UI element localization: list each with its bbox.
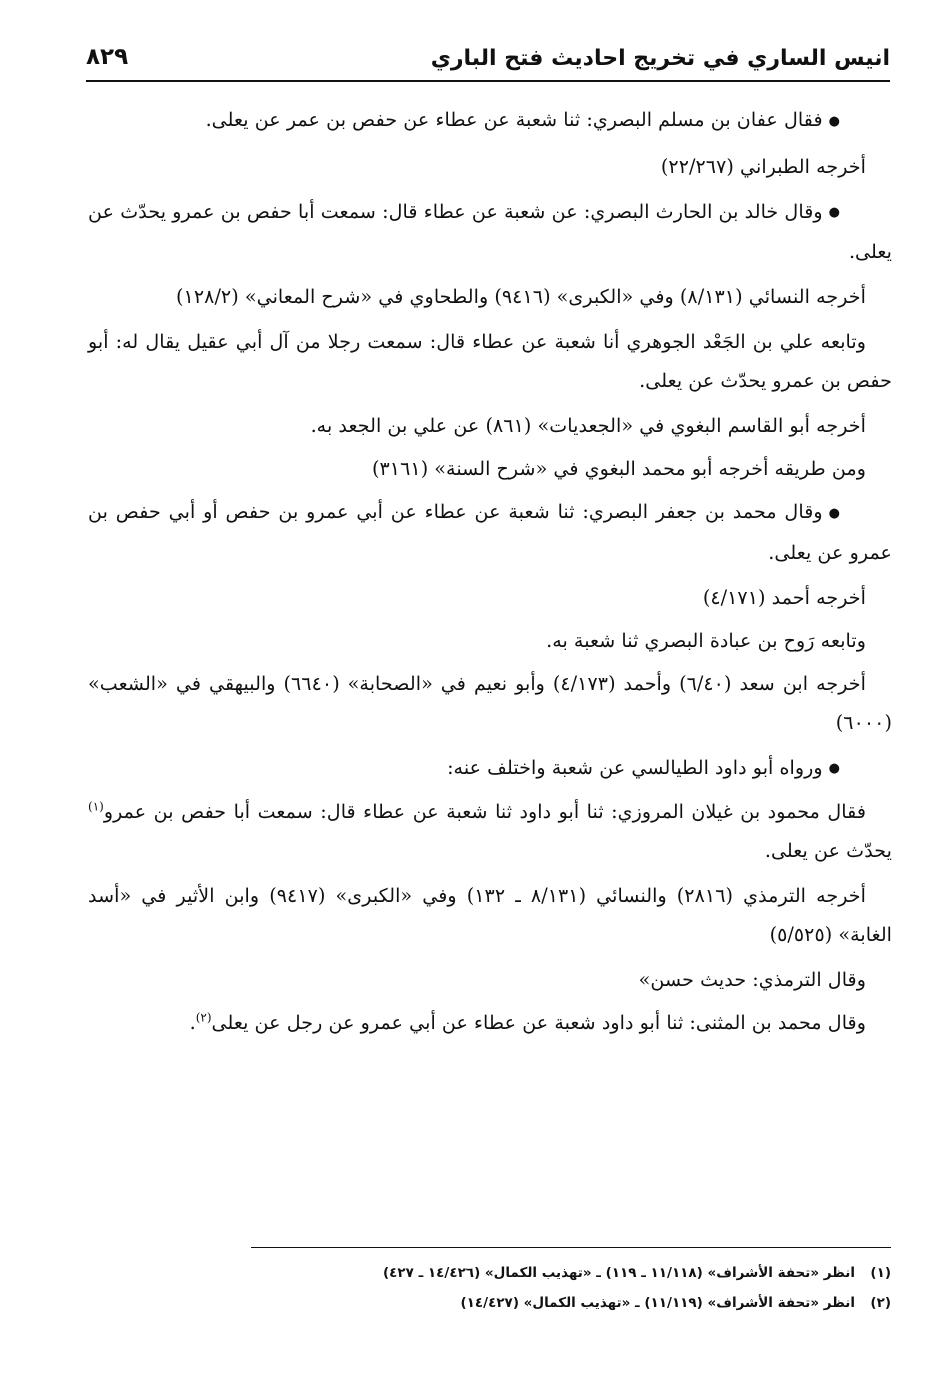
footnotes <box>90 1258 891 1318</box>
paragraph-15 <box>88 960 892 999</box>
footnote-divider <box>251 1247 891 1248</box>
paragraph-text: وقال محمد بن جعفر البصري: ثنا شعبة عن عطاء عن أبي عمرو بن حفص أو أبي حفص بن عمرو عن يعلى. <box>88 500 892 564</box>
paragraph-3 <box>88 192 892 272</box>
page-number: ٨٢٩ <box>86 44 129 70</box>
paragraph-11 <box>88 664 892 742</box>
paragraph-text: أخرجه النسائي (٨/١٣١) وفي «الكبرى» (٩٤١٦) والطحاوي في «شرح المعاني» (١٢٨/٢) <box>176 285 866 308</box>
paragraph-9 <box>88 578 892 617</box>
paragraph-12 <box>88 748 892 789</box>
paragraph-text: ومن طريقه أخرجه أبو محمد البغوي في «شرح السنة» (٣١٦١) <box>371 457 866 480</box>
paragraph-10 <box>88 621 892 660</box>
book-title: انيس الساري في تخريج احاديث فتح الباري <box>430 46 890 71</box>
paragraph-16 <box>88 1003 892 1042</box>
running-header <box>86 40 890 82</box>
paragraph-text: أخرجه الطبراني (٢٢/٢٦٧) <box>660 154 866 178</box>
paragraph-5 <box>88 322 892 400</box>
paragraph-text: أخرجه أبو القاسم البغوي في «الجعديات» (٨٦١) عن علي بن الجعد به. <box>310 414 866 437</box>
paragraph-text: أخرجه الترمذي (٢٨١٦) والنسائي (٨/١٣١ ـ ١٣٢) وفي «الكبرى» (٩٤١٧) وابن الأثير في «أسد الغابة» (٥/٥٢٥) <box>88 884 892 946</box>
footnote-text: انظر «تحفة الأشراف» (١١/١١٩) ـ «تهذيب الكمال» (١٤/٤٢٧) <box>460 1295 855 1311</box>
footnote-number: (١) <box>870 1265 891 1281</box>
bullet-icon: ● <box>828 113 840 129</box>
paragraph-4 <box>88 277 892 316</box>
footnote-number: (٢) <box>870 1295 891 1311</box>
paragraph-text: وقال خالد بن الحارث البصري: عن شعبة عن عطاء قال: سمعت أبا حفص بن عمرو يحدّث عن يعلى. <box>88 199 892 263</box>
bullet-icon: ● <box>828 761 840 776</box>
paragraph-6 <box>88 406 892 445</box>
paragraph-text: وتابعه علي بن الجَعْد الجوهري أنا شعبة عن عطاء قال: سمعت رجلا من آل أبي عقيل يقال له: أبو حفص بن عمرو يحدّث عن يعلى. <box>88 330 892 392</box>
bullet-icon: ● <box>828 205 840 220</box>
footnote-1 <box>90 1258 891 1288</box>
paragraph-text: أخرجه ابن سعد (٦/٤٠) وأحمد (٤/١٧٣) وأبو نعيم في «الصحابة» (٦٦٤٠) والبيهقي في «الشعب» (٦٠٠٠) <box>88 671 892 734</box>
paragraph-text: فقال محمود بن غيلان المروزي: ثنا أبو داود ثنا شعبة عن عطاء قال: سمعت أبا حفص بن عمرو <box>103 800 866 823</box>
footnote-ref-1[interactable]: (١) <box>88 799 104 814</box>
paragraph-text: وتابعه رَوح بن عبادة البصري ثنا شعبة به. <box>546 628 866 652</box>
paragraph-text: يحدّث عن يعلى. <box>764 839 892 862</box>
paragraph-text: ورواه أبو داود الطيالسي عن شعبة واختلف عنه: <box>447 755 823 779</box>
paragraph-7 <box>88 449 892 488</box>
footnote-2 <box>90 1288 891 1318</box>
paragraph-text: فقال عفان بن مسلم البصري: ثنا شعبة عن عطاء عن حفص بن عمر عن يعلى. <box>205 108 823 131</box>
paragraph-8 <box>88 492 892 572</box>
bullet-icon: ● <box>828 505 840 521</box>
paragraph-text: وقال محمد بن المثنى: ثنا أبو داود شعبة عن عطاء عن أبي عمرو عن رجل عن يعلى <box>211 1011 866 1034</box>
paragraph-1 <box>88 100 892 141</box>
paragraph-2 <box>88 147 892 186</box>
body-text <box>88 100 892 1048</box>
footnote-text: انظر «تحفة الأشراف» (١١/١١٨ ـ ١١٩) ـ «تهذيب الكمال» (١٤/٤٢٦ ـ ٤٢٧) <box>383 1265 855 1281</box>
paragraph-14 <box>88 876 892 954</box>
paragraph-text: . <box>189 1011 196 1034</box>
paragraph-13 <box>88 792 892 870</box>
paragraph-text: أخرجه أحمد (٤/١٧١) <box>702 585 866 609</box>
footnote-ref-2[interactable]: (٢) <box>195 1010 212 1025</box>
paragraph-text: وقال الترمذي: حديث حسن» <box>638 968 866 991</box>
